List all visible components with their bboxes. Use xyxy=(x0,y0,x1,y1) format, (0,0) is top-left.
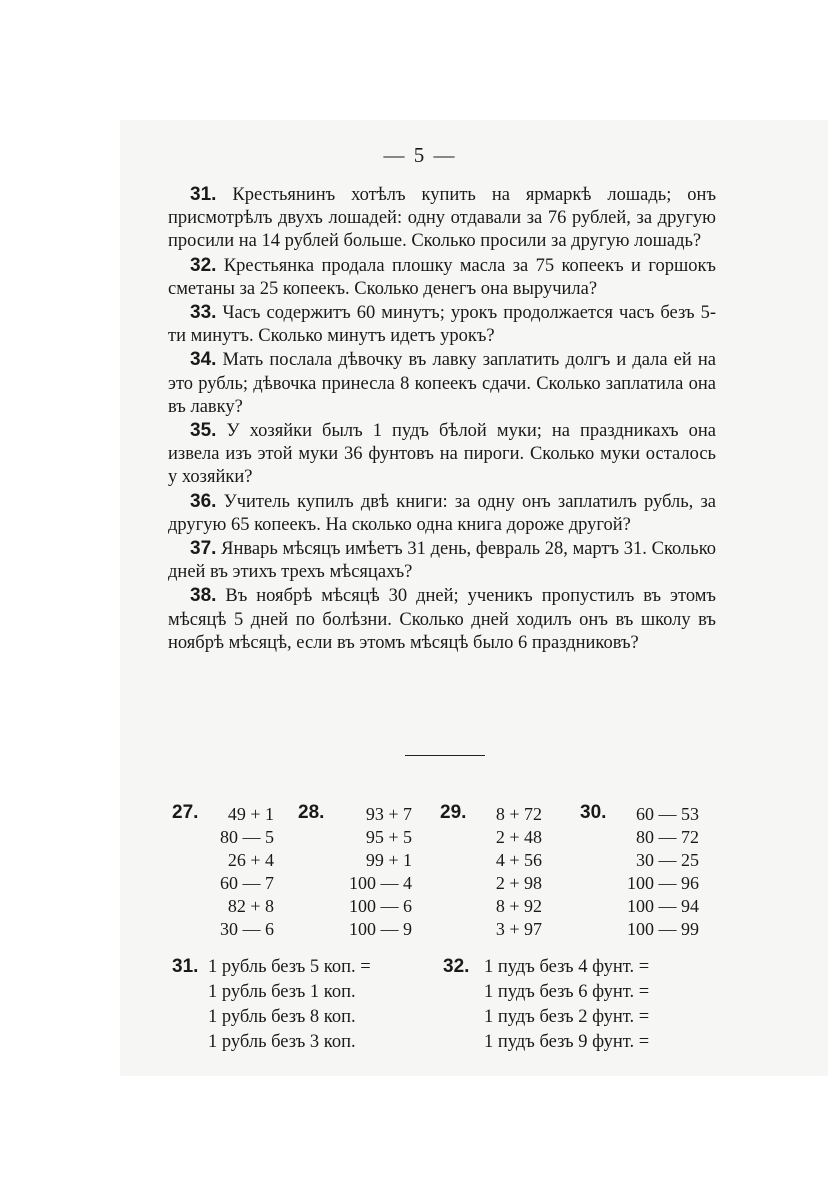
exercise-item: 4 + 56 xyxy=(495,850,542,870)
problem-text: Крестьянка продала плошку масла за 75 копеекъ и горшокъ сметаны за 25 копеекъ. Сколько денегъ она выручила? xyxy=(168,255,716,299)
problem-text: Часъ содержитъ 60 минутъ; урокъ продолжается часъ безъ 5-ти минутъ. Сколько минутъ идетъ урокъ? xyxy=(168,303,717,347)
problem-text: Мать послала дѣвочку въ лавку заплатить долгъ и дала ей на это рубль; дѣвочка принесла 8 копеекъ сдачи. Сколько заплатила она въ лавку? xyxy=(168,350,717,417)
exercise-item: 2 + 98 xyxy=(495,873,542,893)
exercise-item: 8 + 92 xyxy=(495,896,542,916)
table-32-column xyxy=(484,955,649,1055)
problem-number: 36. xyxy=(190,490,217,512)
exercise-item: 100 — 6 xyxy=(349,896,412,916)
problem-number: 38. xyxy=(190,585,217,607)
exercise-number: 32. xyxy=(443,956,470,977)
exercise-item: 80 — 5 xyxy=(220,827,274,847)
table-item: 1 рубль безъ 5 коп. = xyxy=(208,957,371,977)
exercise-item: 93 + 7 xyxy=(365,804,412,824)
problem-32 xyxy=(168,254,716,301)
table-item: 1 рубль безъ 1 коп. xyxy=(208,982,356,1002)
problem-text: Учитель купилъ двѣ книги: за одну онъ заплатилъ рубль, за другую 65 копеекъ. На сколько одна книга дороже другой? xyxy=(168,491,717,535)
problem-number: 33. xyxy=(190,302,217,324)
exercise-27-column xyxy=(212,803,274,941)
table-item: 1 рубль безъ 3 коп. xyxy=(208,1032,356,1052)
problem-number: 32. xyxy=(190,254,217,276)
exercise-item: 100 — 96 xyxy=(627,873,699,893)
problem-33 xyxy=(168,301,716,348)
problem-number: 31. xyxy=(190,184,217,205)
problem-number: 37. xyxy=(190,538,217,560)
problem-37 xyxy=(168,537,716,584)
exercise-item: 82 + 8 xyxy=(227,896,274,916)
exercise-item: 95 + 5 xyxy=(365,827,412,847)
exercise-29-column xyxy=(478,803,542,941)
exercise-item: 100 — 99 xyxy=(627,919,699,939)
table-item: 1 пудъ безъ 9 фунт. = xyxy=(484,1032,650,1052)
problem-38 xyxy=(168,584,716,655)
problem-text: Въ ноябрѣ мѣсяцѣ 30 дней; ученикъ пропустилъ въ этомъ мѣсяцѣ 5 дней по болѣзни. Сколько дней ходилъ онъ въ школу въ ноябрѣ мѣсяцѣ, если въ этомъ мѣсяцѣ было 6 праздниковъ? xyxy=(168,586,716,653)
exercise-number: 31. xyxy=(172,956,199,977)
exercise-item: 3 + 97 xyxy=(495,919,542,939)
exercise-number: 30. xyxy=(580,802,607,823)
exercise-number: 29. xyxy=(440,802,467,823)
problems-list xyxy=(168,183,716,655)
table-item: 1 рубль безъ 8 коп. xyxy=(208,1007,356,1027)
table-item: 1 пудъ безъ 6 фунт. = xyxy=(484,982,650,1002)
problem-36 xyxy=(168,490,716,537)
exercise-item: 60 — 53 xyxy=(636,804,699,824)
exercise-item: 30 — 25 xyxy=(636,850,699,870)
section-divider xyxy=(405,755,485,756)
exercise-item: 49 + 1 xyxy=(227,804,274,824)
problem-35 xyxy=(168,419,716,490)
exercise-item: 26 + 4 xyxy=(227,850,274,870)
page-number: — 5 — xyxy=(383,143,457,167)
problem-31 xyxy=(168,183,716,254)
table-31-column xyxy=(208,955,371,1055)
table-item: 1 пудъ безъ 4 фунт. = xyxy=(484,957,650,977)
problem-number: 34. xyxy=(190,349,217,371)
exercise-item: 100 — 4 xyxy=(349,873,412,893)
exercise-item: 80 — 72 xyxy=(636,827,699,847)
exercise-30-column xyxy=(615,803,699,941)
exercise-item: 100 — 94 xyxy=(627,896,699,916)
exercise-item: 60 — 7 xyxy=(220,873,274,893)
exercise-28-column xyxy=(340,803,412,941)
exercise-item: 2 + 48 xyxy=(495,827,542,847)
problem-text: Январь мѣсяцъ имѣетъ 31 день, февраль 28, мартъ 31. Сколько дней въ этихъ трехъ мѣсяцахъ? xyxy=(168,539,716,583)
problem-34 xyxy=(168,348,716,419)
exercise-number: 28. xyxy=(298,802,325,823)
problem-text: Крестьянинъ хотѣлъ купить на ярмаркѣ лошадь; онъ присмотрѣлъ двухъ лошадей: одну отдавали за 76 рублей, за другую просили на 14 рублей больше. Сколько просили за другую лошадь? xyxy=(168,185,717,252)
exercise-item: 8 + 72 xyxy=(495,804,542,824)
problem-text: У хозяйки былъ 1 пудъ бѣлой муки; на праздникахъ она извела изъ этой муки 36 фунтовъ на пироги. Сколько муки осталось у хозяйки? xyxy=(168,421,717,488)
table-item: 1 пудъ безъ 2 фунт. = xyxy=(484,1007,650,1027)
exercise-item: 99 + 1 xyxy=(365,850,412,870)
exercise-item: 30 — 6 xyxy=(220,919,274,939)
exercise-number: 27. xyxy=(172,802,199,823)
problem-number: 35. xyxy=(190,420,217,442)
exercise-item: 100 — 9 xyxy=(349,919,412,939)
